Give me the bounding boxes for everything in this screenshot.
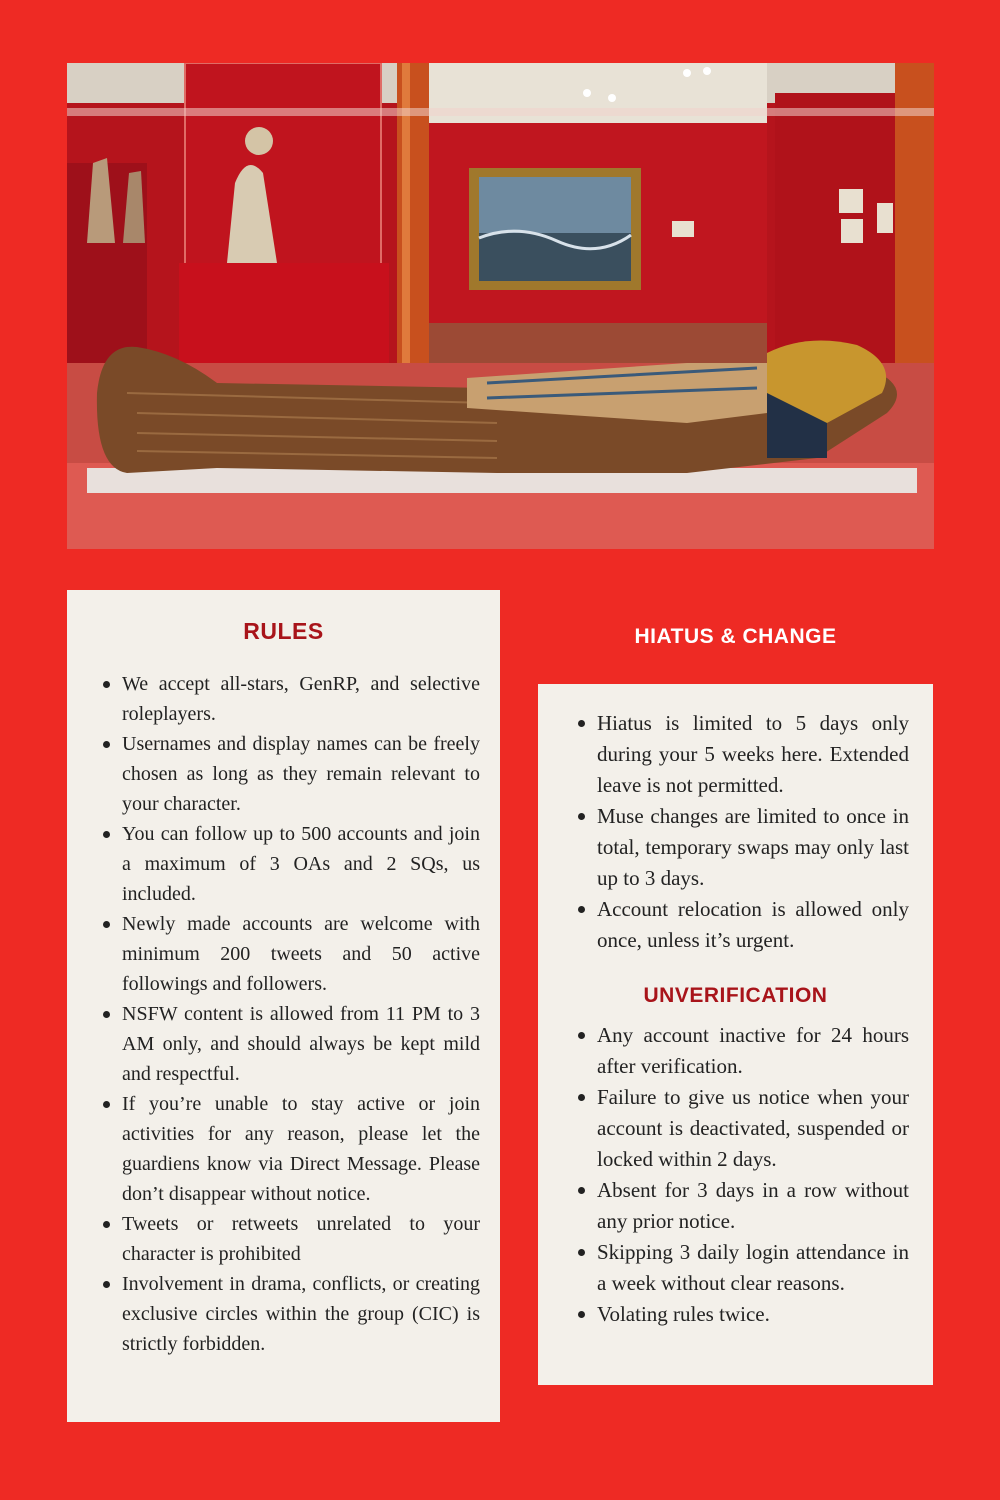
museum-mummy-photo [67, 63, 934, 549]
list-item: You can follow up to 500 accounts and join a maximum of 3 OAs and 2 SQs, us included. [122, 819, 480, 909]
list-item: Any account inactive for 24 hours after verification. [597, 1020, 909, 1082]
list-item: Skipping 3 daily login attendance in a week without clear reasons. [597, 1237, 909, 1299]
list-item: Volating rules twice. [597, 1299, 909, 1330]
list-item: Involvement in drama, conflicts, or creating exclusive circles within the group (CIC) is strictly forbidden. [122, 1269, 480, 1359]
rules-title: RULES [243, 618, 324, 644]
list-item: Account relocation is allowed only once, unless it’s urgent. [597, 894, 909, 956]
rules-card [67, 590, 500, 1422]
list-item: Tweets or retweets unrelated to your character is prohibited [122, 1209, 480, 1269]
list-item: Newly made accounts are welcome with minimum 200 tweets and 50 active followings and followers. [122, 909, 480, 999]
list-item: Absent for 3 days in a row without any prior notice. [597, 1175, 909, 1237]
list-item: NSFW content is allowed from 11 PM to 3 AM only, and should always be kept mild and respectful. [122, 999, 480, 1089]
hiatus-list [578, 708, 909, 956]
museum-scene-illustration [67, 63, 934, 549]
hiatus-title: HIATUS & CHANGE [634, 625, 837, 648]
rules-list [103, 669, 480, 1359]
list-item: Failure to give us notice when your account is deactivated, suspended or locked within 2 days. [597, 1082, 909, 1175]
list-item: Usernames and display names can be freely chosen as long as they remain relevant to your character. [122, 729, 480, 819]
list-item: Hiatus is limited to 5 days only during your 5 weeks here. Extended leave is not permitted. [597, 708, 909, 801]
list-item: We accept all-stars, GenRP, and selective roleplayers. [122, 669, 480, 729]
hiatus-card [538, 684, 933, 1385]
list-item: If you’re unable to stay active or join activities for any reason, please let the guardiens know via Direct Message. Please don’t disappear without notice. [122, 1089, 480, 1209]
unverification-list [578, 1020, 909, 1330]
unverification-title: UNVERIFICATION [643, 984, 828, 1007]
list-item: Muse changes are limited to once in total, temporary swaps may only last up to 3 days. [597, 801, 909, 894]
